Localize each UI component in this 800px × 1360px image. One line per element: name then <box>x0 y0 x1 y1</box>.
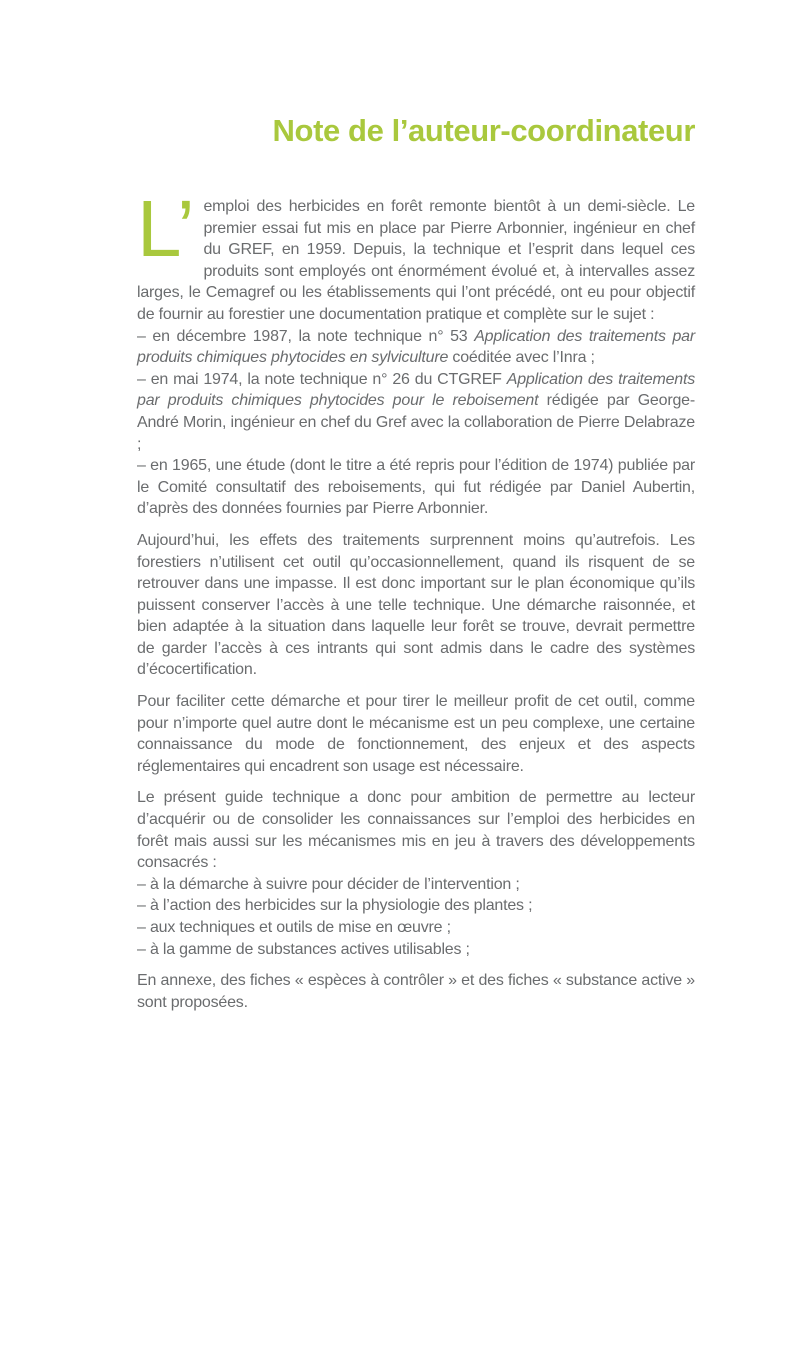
intro-text: emploi des herbicides en forêt remonte bientôt à un demi-siècle. Le premier essai fut mis en place par Pierre Arbonnier, ingénieur en chef du GREF, en 1959. Depuis, la technique et l’esprit dans lequel ces produits sont employés ont énormément évolué et, à intervalles assez larges, le Cemagref ou les établissements qui l’ont précédé, ont eu pour objectif de fournir au forestier une documentation pratique et complète sur le sujet : <box>137 198 695 323</box>
objective-item: – à la démarche à suivre pour décider de l’intervention ; <box>137 875 520 893</box>
publication-suffix: rédigée par George-André Morin, ingénieur en chef du Gref avec la collaboration de Pierre Delabraze ; <box>137 392 695 453</box>
publication-title: Application des traitements par produits chimiques phytocides en sylviculture <box>137 327 695 367</box>
body-paragraph-traitements: Aujourd’hui, les effets des traitements surprennent moins qu’autrefois. Les forestiers n’utilisent cet outil qu’occasionnellement, quand ils risquent de se retrouver dans une impasse. Il est donc important sur le plan économique qu’ils puissent conserver l’accès à une telle technique. Une démarche raisonnée, et bien adaptée à la situation dans laquelle leur forêt se trouve, devrait permettre de garder l’accès à ces intrants qui sont admis dans le cadre des systèmes d’écocertification. <box>137 531 695 679</box>
publication-prefix: – en décembre 1987, la note technique n° 53 <box>137 327 475 345</box>
intro-paragraph <box>137 184 695 326</box>
publication-item <box>137 326 695 369</box>
objective-item: – à l’action des herbicides sur la physiologie des plantes ; <box>137 897 533 915</box>
publication-item <box>137 369 695 455</box>
publication-prefix: – en 1965, une étude (dont le titre a été repris pour l’édition de 1974) publiée par le Comité consultatif des reboisements, qui fut rédigée par Daniel Aubertin, d’après des données fournies par Pierre Arbonnier. <box>137 457 695 518</box>
publication-suffix: coéditée avec l’Inra ; <box>448 349 595 367</box>
body-paragraph-guide: Le présent guide technique a donc pour ambition de permettre au lecteur d’acquérir ou de consolider les connaissances sur l’emploi des herbicides en forêt mais aussi sur les mécanismes mis en jeu à travers des développements consacrés : <box>137 789 695 872</box>
publication-item <box>137 455 695 520</box>
objective-item: – aux techniques et outils de mise en œuvre ; <box>137 919 451 936</box>
page-title: Note de l’auteur-coordinateur <box>272 113 695 148</box>
body-text-block <box>137 184 696 1013</box>
dropcap-L: L’ <box>137 184 195 273</box>
publication-title: Application des traitements par produits chimiques phytocides pour le reboisement <box>137 370 696 410</box>
publication-prefix: – en mai 1974, la note technique n° 26 du CTGREF <box>137 370 507 388</box>
body-paragraph-demarche: Pour faciliter cette démarche et pour tirer le meilleur profit de cet outil, comme pour n’importe quel autre dont le mécanisme est un peu complexe, une certaine connaissance du mode de fonctionnement, des enjeux et des aspects réglementaires qui encadrent son usage est nécessaire. <box>137 693 695 775</box>
page-content <box>137 112 695 1013</box>
objective-item: – à la gamme de substances actives utilisables ; <box>137 940 470 958</box>
closing-paragraph: En annexe, des fiches « espèces à contrôler » et des fiches « substance active » sont proposées. <box>137 972 695 1011</box>
